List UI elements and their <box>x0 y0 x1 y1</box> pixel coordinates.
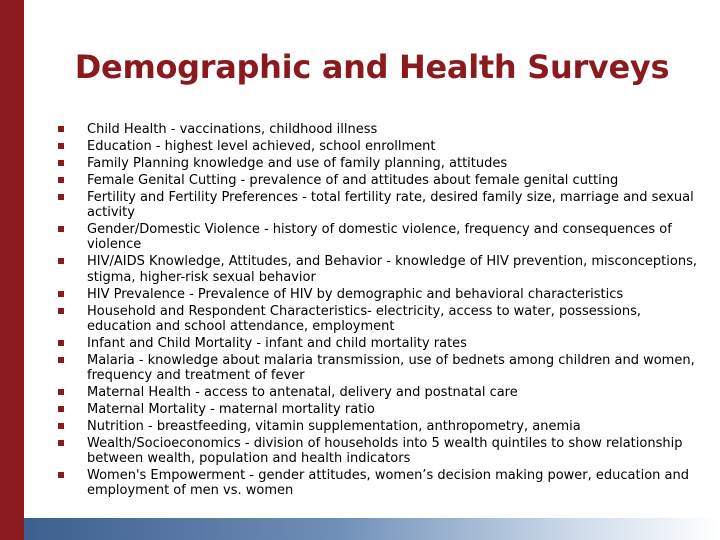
square-bullet-icon <box>58 340 64 346</box>
slide-title: Demographic and Health Surveys <box>74 48 670 86</box>
square-bullet-icon <box>58 160 64 166</box>
bullet-text: Child Health - vaccinations, childhood illness <box>87 122 378 137</box>
list-item <box>58 156 698 171</box>
square-bullet-icon <box>58 226 64 232</box>
list-item <box>58 139 698 154</box>
square-bullet-icon <box>58 357 64 363</box>
list-item <box>58 122 698 137</box>
list-item <box>58 402 698 417</box>
list-item <box>58 419 698 434</box>
square-bullet-icon <box>58 472 64 478</box>
list-item <box>58 336 698 351</box>
square-bullet-icon <box>58 143 64 149</box>
bullet-text: Wealth/Socioeconomics - division of households into 5 wealth quintiles to show relationship between wealth, population and health indicators <box>87 436 683 467</box>
list-item <box>58 190 698 220</box>
bullet-text: Family Planning knowledge and use of family planning, attitudes <box>87 156 508 171</box>
square-bullet-icon <box>58 194 64 200</box>
square-bullet-icon <box>58 406 64 412</box>
bullet-text: Infant and Child Mortality - infant and child mortality rates <box>87 335 467 351</box>
bullet-text: Female Genital Cutting - prevalence of and attitudes about female genital cutting <box>87 173 619 188</box>
square-bullet-icon <box>58 258 64 264</box>
list-item <box>58 436 698 466</box>
bullet-text: Nutrition - breastfeeding, vitamin supplementation, anthropometry, anemia <box>87 419 581 435</box>
bullet-text: HIV Prevalence - Prevalence of HIV by demographic and behavioral characteristics <box>87 286 624 302</box>
list-item <box>58 287 698 302</box>
list-item <box>58 385 698 400</box>
bullet-text: Maternal Health - access to antenatal, delivery and postnatal care <box>87 385 518 401</box>
bullet-list <box>58 122 698 500</box>
bullet-text: Education - highest level achieved, school enrollment <box>87 139 436 154</box>
bullet-text: Women's Empowerment - gender attitudes, women’s decision making power, education and employment of men vs. women <box>87 468 689 499</box>
list-item <box>58 353 698 383</box>
square-bullet-icon <box>58 389 64 395</box>
bullet-text: Gender/Domestic Violence - history of domestic violence, frequency and consequences of violence <box>87 222 672 253</box>
square-bullet-icon <box>58 126 64 132</box>
square-bullet-icon <box>58 308 64 314</box>
bullet-text: Household and Respondent Characteristics- electricity, access to water, possessions, education and school attendance, employment <box>87 303 641 334</box>
bullet-text: Fertility and Fertility Preferences - total fertility rate, desired family size, marriage and sexual activity <box>87 190 694 221</box>
bullet-text: HIV/AIDS Knowledge, Attitudes, and Behavior - knowledge of HIV prevention, misconceptions, stigma, higher-risk sexual behavior <box>87 254 697 285</box>
list-item <box>58 254 698 284</box>
bullet-text: Malaria - knowledge about malaria transmission, use of bednets among children and women, frequency and treatment of fever <box>87 352 695 384</box>
list-item <box>58 468 698 498</box>
bottom-gradient-bar <box>24 518 720 540</box>
list-item <box>58 173 698 188</box>
square-bullet-icon <box>58 440 64 446</box>
bullet-text: Maternal Mortality - maternal mortality ratio <box>87 402 375 418</box>
list-item <box>58 222 698 252</box>
square-bullet-icon <box>58 177 64 183</box>
list-item <box>58 304 698 334</box>
left-accent-bar <box>0 0 24 540</box>
square-bullet-icon <box>58 423 64 429</box>
square-bullet-icon <box>58 291 64 297</box>
